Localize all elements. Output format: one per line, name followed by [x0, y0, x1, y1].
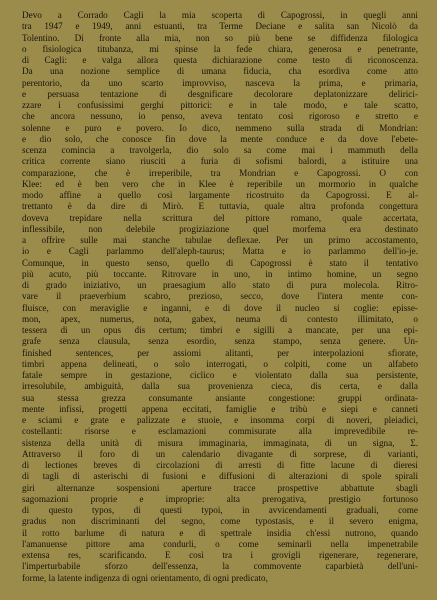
text-line: Attraverso il foro di un calendario divagante di sorprese, di varianti, — [22, 448, 418, 459]
text-line: Da una nozione semplice di umana fiducia, cha esordiva come atto — [22, 66, 418, 77]
text-line: gradus non discriminanti del segno, come typostasis, e il severo enigma, — [22, 516, 418, 527]
text-line: grafe senza clausula, senza esordio, senza stampo, senza genere. Un- — [22, 336, 418, 347]
text-line: sagomazioni proprie e improprie: alta prerogativa, prestigio fortunoso — [22, 493, 418, 504]
text-line: Devo a Corrado Cagli la mia scoperta di Capogrossi, in quegli anni — [22, 10, 418, 20]
text-line: extensa res, scarificando. E così tra i grovigli rigenerare, regenerare, — [22, 550, 418, 560]
text-line: scenza comincia a travolgerla, dio solo sa come mai i mammuth della — [22, 145, 418, 155]
text-line: Klee: ed è ben vero che in Klee è reperibile un mormorio in qualche — [22, 178, 418, 189]
text-line: sua stessa grezza consumante ansiante congestione: gruppi ordinata- — [22, 392, 418, 403]
text-line: critica corrente siano riusciti a furia di sofismi balordi, a istituire una — [22, 156, 418, 167]
text-line: fatale sempre in gestazione, ciclico e violentato dalla sua persistente, — [22, 370, 418, 380]
text-line: tra 1947 e 1949, anni estuanti, tra Terme Deciane e salita san Nicolò da — [22, 21, 418, 32]
text-line: doveva trepidare nella scrittura del pittore romano, quale accertata, — [22, 212, 418, 223]
text-line: perentorio, da uno scarto improvviso, nasceva la prima, e primaria, — [22, 77, 418, 88]
text-line: che ancora nessuno, io penso, aveva tentato così rigoroso e stretto e — [22, 111, 418, 122]
text-line: Tolentino. Di fronte alla mia, non so più bene se diffidenza filologica — [22, 32, 418, 43]
text-line: finished sentences, per assiomi alitanti, per interpolazioni sfiorate, — [22, 347, 418, 358]
text-line: e sciami e grate e palizzate e stuoie, e insomma corpi di noveri, pleiadici, — [22, 415, 418, 425]
text-line: tessera di un opus dis certum; timbri e sigilli a mancate, per una epi- — [22, 325, 418, 335]
text-line: il rotto barlume di natura e di spettrale insidia ch'essi nutrono, quando — [22, 527, 418, 538]
text-line: di Cagli: e valga allora questa dichiarazione come testo di riconoscenza. — [22, 55, 418, 65]
text-line: modo affine a quello così largamente ricostruito da Capogrossi. E al- — [22, 190, 418, 200]
text-line: di lectiones breves di circolazioni di arresti di fitte lacune di dieresi — [22, 460, 418, 470]
text-line: l'imperturbabile sforzo dell'essenza, la commovente caparbietà dell'uni- — [22, 561, 418, 572]
text-line: io e Cagli parlammo dell'aleph-taurus; Matta e io parlammo dell'io-je. — [22, 246, 418, 257]
text-line: più acuto, più toccante. Ritrovare in uno, in intimo homine, un segno — [22, 268, 418, 279]
text-line: inflessibile, non delebile progiziazione quel morfema era destinato — [22, 223, 418, 234]
text-line: zzare i confusissimi gerghi pittorici: e in tale modo, e tale scatto, — [22, 100, 418, 110]
text-line: fluisce, con meraviglie e inganni, e di dove il nucleo si coglie: episse- — [22, 302, 418, 313]
text-line: vare il praeverbium scabro, prezioso, secco, dove l'intera mente con- — [22, 291, 418, 302]
text-line: di questo typos, di questi typoi, in avvicendamenti graduali, come — [22, 505, 418, 515]
text-line: e dio solo, che conosce fin dove la mente conduce e da dove l'ebete- — [22, 133, 418, 144]
text-line: Comunque, in questo senso, quello di Capogrossi è stato il tentativo — [22, 257, 418, 268]
text-line: solenne e puro e povero. Io dico, nemmeno sulla strada di Mondrian: — [22, 122, 418, 133]
text-line: irresolubile, ambiguità, dalla sua provenienza cieca, dis certa, e dalla — [22, 381, 418, 392]
text-line: comparazione, che è irreperibile, tra Mondrian e Capogrossi. O con — [22, 167, 418, 178]
text-line: di grado iniziativo, un praesagium allo stato di pura molecola. Ritro- — [22, 280, 418, 290]
text-line: o fisiologica titubanza, mi spinse la fede chiara, generosa e penetrante, — [22, 43, 418, 54]
text-line: sistenza della unità di misura immaginaria, immaginata, di un signa, Σ. — [22, 437, 418, 448]
text-line: giri alternanze sospensioni aperture tracce prospettive abbattute sbagli — [22, 482, 418, 493]
text-line: di tagli di asterischi di fusioni e diffusioni di alterazioni di spole spirali — [22, 471, 418, 482]
text-line: costellanti: risorse e esclamazioni commisurate alla imprevedibile re- — [22, 426, 418, 437]
body-text — [22, 10, 418, 584]
text-line: mon, apex, numerus, nota, gabex, neuma di contesto illimitato, o — [22, 313, 418, 324]
text-line: forme, la latente indigenza di ogni orientamento, di ogni predicato, — [22, 572, 268, 583]
text-line: trettanto è da dire di Mirò. E tuttavia, quale altra profonda congettura — [22, 201, 418, 212]
text-line: a offrire sulle mai stanche tabulae deflexae. Per un primo accostamento, — [22, 235, 418, 245]
text-line: timbri appena delineati, o solo interrogati, o colpiti, come un alfabeto — [22, 358, 418, 369]
text-line: e persuasa tentazione di desgnificare decolorare deplatonizzare delirici- — [22, 88, 418, 99]
text-line: l'amanuense pittore ama condurli, o come seminarli nella impenetrabile — [22, 538, 418, 549]
text-line: mente infissi, progetti appena eccitati, famiglie e tribù e siepi e canneti — [22, 403, 418, 414]
